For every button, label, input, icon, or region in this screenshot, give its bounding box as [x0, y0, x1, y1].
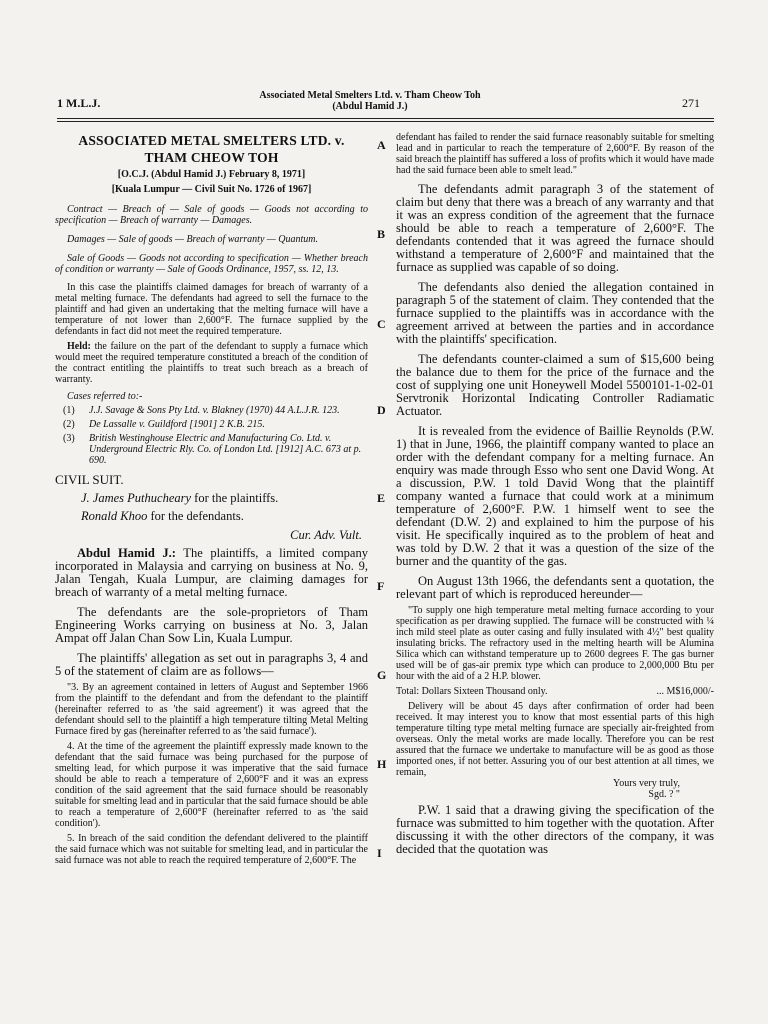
case-reference — [55, 433, 368, 466]
quotation-total: Total: Dollars Sixteen Thousand only. — [396, 686, 548, 697]
catchword-sale-of-goods: Sale of Goods — Goods not according to specification — Whether breach of condition or warranty — Sale of Goods Ordinance, 1957, ss. 12, 13. — [55, 253, 368, 275]
case-reference-number: (1) — [63, 405, 75, 416]
judgment-paragraph-2: The defendants are the sole-proprietors of Tham Engineering Works carrying on business at No. 3, Jalan Ampat off Jalan Chan Sow Lin, Kuala Lumpur. — [55, 605, 368, 645]
margin-letter-e: E — [377, 491, 386, 505]
header-rule — [57, 118, 714, 122]
paragraph-counter-claim: The defendants counter-claimed a sum of $15,600 being the balance due to them for the price of the furnace and the cost of supplying one unit Honeywell Model 5500101-1-02-01 Servtronik Horizontal Indicating Controller Radiamatic Actuator. — [396, 352, 714, 418]
margin-letter-d: D — [377, 403, 386, 417]
case-reference-number: (3) — [63, 433, 75, 444]
claim-paragraph-3: "3. By an agreement contained in letters of August and September 1966 from the plaintiff to the defendant and from the defendant to the plaintiff (hereinafter referred to as 'the said agreement') it was agreed that the defendant should sell to the plaintiff a high temperature tilting Metal Melting Furnace fired by gas (hereinafter referred to as 'the said furnace'). — [55, 682, 368, 737]
margin-letter-c: C — [377, 317, 386, 331]
journal-citation: 1 M.L.J. — [57, 96, 101, 110]
case-reference-text: J.J. Savage & Sons Pty Ltd. v. Blakney (1970) 44 A.L.J.R. 123. — [89, 405, 340, 416]
judge-name: Abdul Hamid J.: — [77, 546, 176, 560]
paragraph-drawing: P.W. 1 said that a drawing giving the specification of the furnace was submitted to him together with the quotation. After discussing it with the other directors of the company, it was decided that the quotation was — [396, 803, 714, 856]
counsel-defendants — [81, 509, 368, 524]
headnote: In this case the plaintiffs claimed damages for breach of warranty of a metal melting furnace. The defendants had agreed to sell the furnace to the plaintiff and had given an undertaking that the melting furnace will have a temperature of not lower than 2,600°F. The furnace supplied by the defendants in fact did not meet the required temperature. — [55, 282, 368, 337]
counsel-defendants-role: for the defendants. — [147, 509, 244, 523]
quotation-supply-text: "To supply one high temperature metal melting furnace according to your specification as per drawing supplied. The furnace will be constructed with ¼ inch mild steel plate as outer casing and fully insulated with 4½" best quality insulating bricks. The refractory used in the melting hearth will be Alumina Silica which can withstand temperature up to 2600 degrees F. The gas burner used will be of gas-air premix type which can produce to 2,000,000 Btu per hour with the aid of a 2 H.P. blower. — [396, 605, 714, 682]
quotation-amount-line — [396, 686, 714, 697]
held-label: Held: — [67, 341, 91, 352]
paragraph-defendants-denied: The defendants also denied the allegation contained in paragraph 5 of the statement of claim. They contended that the furnace supplied to the plaintiffs was in accordance with the agreement arrived at between the parties and in accordance with the plaintiffs' specification. — [396, 280, 714, 346]
margin-letter-f: F — [377, 579, 385, 593]
running-title-parties: Associated Metal Smelters Ltd. v. Tham Cheow Toh — [259, 90, 481, 101]
quotation-closing: Yours very truly, — [613, 778, 680, 789]
claim-paragraph-5-continued: defendant has failed to render the said furnace reasonably suitable for smelting lead and in particular to reach the temperature of 2,600°F. By reason of the said breach the plaintiff has suffered a loss of profits which it would have made had the said furnace been able to smelt lead." — [396, 132, 714, 176]
left-column — [55, 132, 368, 866]
cases-referred-heading: Cases referred to:- — [67, 391, 143, 402]
paragraph-quotation-intro: On August 13th 1966, the defendants sent a quotation, the relevant part of which is reproduced hereunder— — [396, 574, 714, 601]
held-text: the failure on the part of the defendant to supply a furnace which would meet the required temperature constituted a breach of the condition of the contract entitling the plaintiffs to treat such breach as a breach of warranty. — [55, 341, 368, 385]
suit-line: [Kuala Lumpur — Civil Suit No. 1726 of 1967] — [111, 184, 312, 195]
right-column — [396, 132, 714, 856]
running-title — [200, 90, 540, 112]
case-reference-text: British Westinghouse Electric and Manufacturing Co. Ltd. v. Underground Electric Rly. Co. of London Ltd. [1912] A.C. 673 at p. 690. — [89, 433, 362, 466]
counsel-plaintiffs-role: for the plaintiffs. — [191, 491, 279, 505]
quotation-signature: Sgd. ? " — [648, 789, 680, 800]
margin-letter-a: A — [377, 138, 386, 152]
judgment-paragraph-3: The plaintiffs' allegation as set out in paragraphs 3, 4 and 5 of the statement of claim are as follows— — [55, 651, 368, 678]
judgment-opening — [55, 547, 368, 599]
case-title-line-1: ASSOCIATED METAL SMELTERS LTD. v. — [78, 133, 345, 148]
judgment-paragraph-1: The plaintiffs, a limited company incorporated in Malaysia and carrying on business at No. 9, Jalan Tengah, Kuala Lumpur, are claiming damages for breach of warranty of a metal melting furnace. — [55, 546, 368, 599]
paragraph-defendants-admit: The defendants admit paragraph 3 of the statement of claim but deny that there was a breach of any warranty and that it was an express condition of the agreement that the furnace should be able to reach a temperature of 2,600°F. The defendants contended that it was agreed the furnace should withstand a temperature of 2,600°F and maintained that the furnace as supplied was capable of so doing. — [396, 182, 714, 274]
margin-letter-g: G — [377, 668, 387, 682]
case-reference — [55, 405, 368, 416]
counsel-plaintiffs-name: J. James Puthucheary — [81, 491, 192, 505]
counsel-defendants-name: Ronald Khoo — [81, 509, 148, 523]
quotation-amount: ... M$16,000/- — [656, 686, 714, 697]
civil-suit-heading: CIVIL SUIT. — [55, 472, 124, 487]
page-number: 271 — [682, 96, 700, 110]
claim-paragraph-4: 4. At the time of the agreement the plaintiff expressly made known to the defendant that the said furnace was being purchased for the purpose of smelting lead, for which purpose it was imperative that the said furnace should be able to reach a temperature of 2,600°F and it was an express condition of the said agreement that the said furnace should be reasonably suitable for smelting lead and in particular that the said furnace should be able to reach a temperature of 2,600°F (hereinafter referred to as 'the said condition'). — [55, 741, 368, 829]
case-reference — [55, 419, 368, 430]
claim-paragraph-5: 5. In breach of the said condition the defendant delivered to the plaintiff the said furnace which was not suitable for smelting lead, and in particular the said furnace was not able to reach the required temperature of 2,600°F. The — [55, 833, 368, 866]
court-line: [O.C.J. (Abdul Hamid J.) February 8, 1971] — [117, 169, 306, 180]
paragraph-evidence: It is revealed from the evidence of Baillie Reynolds (P.W. 1) that in June, 1966, the plaintiff company wanted to place an order with the defendant company for a melting furnace. An enquiry was made through Esso who sent one David Wong. At a discussion, P.W. 1 told David Wong that the plaintiff company wanted a furnace that could work at a minimum temperature of 2,600°F. P.W. 1 himself went to see the defendant (D.W. 2) and explained to him the purpose of his visit. He specifically inquired as to the problem of heat and was told by D.W. 2 that it was a question of the size of the burner and the quantity of the gas. — [396, 424, 714, 568]
margin-letter-b: B — [377, 227, 386, 241]
held-paragraph — [55, 341, 368, 385]
case-reference-number: (2) — [63, 419, 75, 430]
case-title-line-2: THAM CHEOW TOH — [144, 150, 279, 165]
cur-adv-vult: Cur. Adv. Vult. — [290, 528, 362, 542]
catchword-damages: Damages — Sale of goods — Breach of warranty — Quantum. — [67, 234, 319, 245]
margin-letter-i: I — [377, 846, 382, 860]
margin-letter-h: H — [377, 757, 387, 771]
quotation-delivery-text: Delivery will be about 45 days after confirmation of order had been received. It may interest you to know that most essential parts of this high temperature tilting type metal melting furnace are specially air-freighted from overseas. Only the metal works are made locally. Therefore you can be rest assured that the furnace we undertake to manufacture will be as good as those imported ones, if not better. Assuring you of our best attention at all times, we remain, — [396, 701, 714, 778]
running-title-judge: (Abdul Hamid J.) — [332, 101, 408, 112]
counsel-plaintiffs — [81, 491, 368, 506]
catchword-contract: Contract — Breach of — Sale of goods — Goods not according to specification — Breach of warranty — Damages. — [55, 204, 368, 226]
case-reference-text: De Lassalle v. Guildford [1901] 2 K.B. 215. — [89, 419, 265, 430]
